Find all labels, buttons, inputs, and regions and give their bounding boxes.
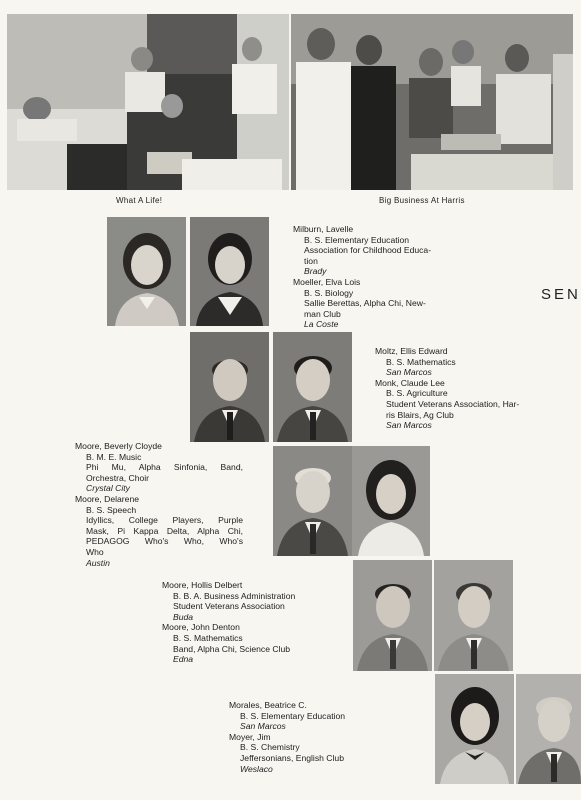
senior-degree: B. M. E. Music xyxy=(86,451,142,462)
senior-hometown: La Coste xyxy=(304,319,339,330)
senior-entry xyxy=(229,700,399,774)
senior-name: Moore, Delarene xyxy=(75,493,140,504)
senior-name: Moore, John Denton xyxy=(162,622,240,633)
senior-hometown: Weslaco xyxy=(240,763,273,774)
portrait-monk xyxy=(273,332,352,442)
senior-name: Moyer, Jim xyxy=(229,731,271,742)
senior-hometown: San Marcos xyxy=(386,420,432,431)
senior-activities: Idyllics, College Players, Purple xyxy=(86,515,243,526)
portrait-morales xyxy=(435,674,514,784)
senior-entry xyxy=(162,580,342,665)
senior-hometown: San Marcos xyxy=(240,721,286,732)
senior-name: Morales, Beatrice C. xyxy=(229,700,307,710)
senior-degree: B. S. Mathematics xyxy=(173,632,243,643)
senior-activities: Sallie Berettas, Alpha Chi, New- xyxy=(304,298,426,309)
senior-activities: Student Veterans Association xyxy=(173,601,285,612)
senior-name: Milburn, Lavelle xyxy=(293,224,354,234)
senior-activities: Association for Childhood Educa- xyxy=(304,245,432,256)
senior-degree: B. S. Biology xyxy=(304,287,354,298)
senior-activities: Orchestra, Choir xyxy=(86,472,150,483)
candid-photo-dorm-room xyxy=(7,14,289,190)
photo-caption: Big Business At Harris xyxy=(379,196,465,205)
portrait-moltz xyxy=(190,332,269,442)
senior-activities: Jeffersonians, English Club xyxy=(240,752,344,763)
senior-degree: B. S. Mathematics xyxy=(386,356,456,367)
senior-degree: B. S. Agriculture xyxy=(386,388,448,399)
portrait-milburn xyxy=(107,217,186,326)
senior-degree: B. S. Speech xyxy=(86,504,137,515)
senior-name: Moore, Beverly Cloyde xyxy=(75,441,162,451)
senior-hometown: Buda xyxy=(173,611,194,622)
senior-degree: B. B. A. Business Administration xyxy=(173,590,296,601)
senior-hometown: San Marcos xyxy=(386,367,432,378)
portrait-moore-john xyxy=(434,560,513,671)
portrait-moore-delarene xyxy=(352,446,430,556)
portrait-moyer xyxy=(516,674,581,784)
senior-activities: man Club xyxy=(304,308,341,319)
senior-hometown: Brady xyxy=(304,266,327,277)
senior-name: Moeller, Elva Lois xyxy=(293,276,361,287)
senior-name: Moore, Hollis Delbert xyxy=(162,580,243,590)
senior-activities: ris Blairs, Ag Club xyxy=(386,409,454,420)
senior-degree: B. S. Elementary Education xyxy=(304,234,410,245)
senior-activities: tion xyxy=(304,255,318,266)
senior-entry xyxy=(375,346,555,431)
candid-photo-harris-group xyxy=(291,14,573,190)
senior-activities: Who xyxy=(86,546,104,557)
senior-name: Moltz, Ellis Edward xyxy=(375,346,448,356)
senior-degree: B. S. Elementary Education xyxy=(240,710,346,721)
senior-hometown: Crystal City xyxy=(86,483,130,494)
senior-name: Monk, Claude Lee xyxy=(375,377,445,388)
portrait-moeller xyxy=(190,217,269,326)
photo-caption: What A Life! xyxy=(116,196,163,205)
senior-entry xyxy=(293,224,528,330)
senior-activities: PEDAGOG Who's Who, Who's xyxy=(86,536,243,547)
portrait-moore-beverly xyxy=(273,446,352,556)
senior-activities: Phi Mu, Alpha Sinfonia, Band, xyxy=(86,462,243,473)
senior-degree: B. S. Chemistry xyxy=(240,742,300,753)
senior-activities: Student Veterans Association, Har- xyxy=(386,398,520,409)
senior-activities: Mask, Pi Kappa Delta, Alpha Chi, xyxy=(86,525,243,536)
senior-hometown: Edna xyxy=(173,654,194,665)
senior-activities: Band, Alpha Chi, Science Club xyxy=(173,643,291,654)
section-heading: SEN xyxy=(541,286,581,303)
senior-hometown: Austin xyxy=(86,557,110,568)
senior-entry xyxy=(75,441,243,568)
portrait-moore-hollis xyxy=(353,560,432,671)
